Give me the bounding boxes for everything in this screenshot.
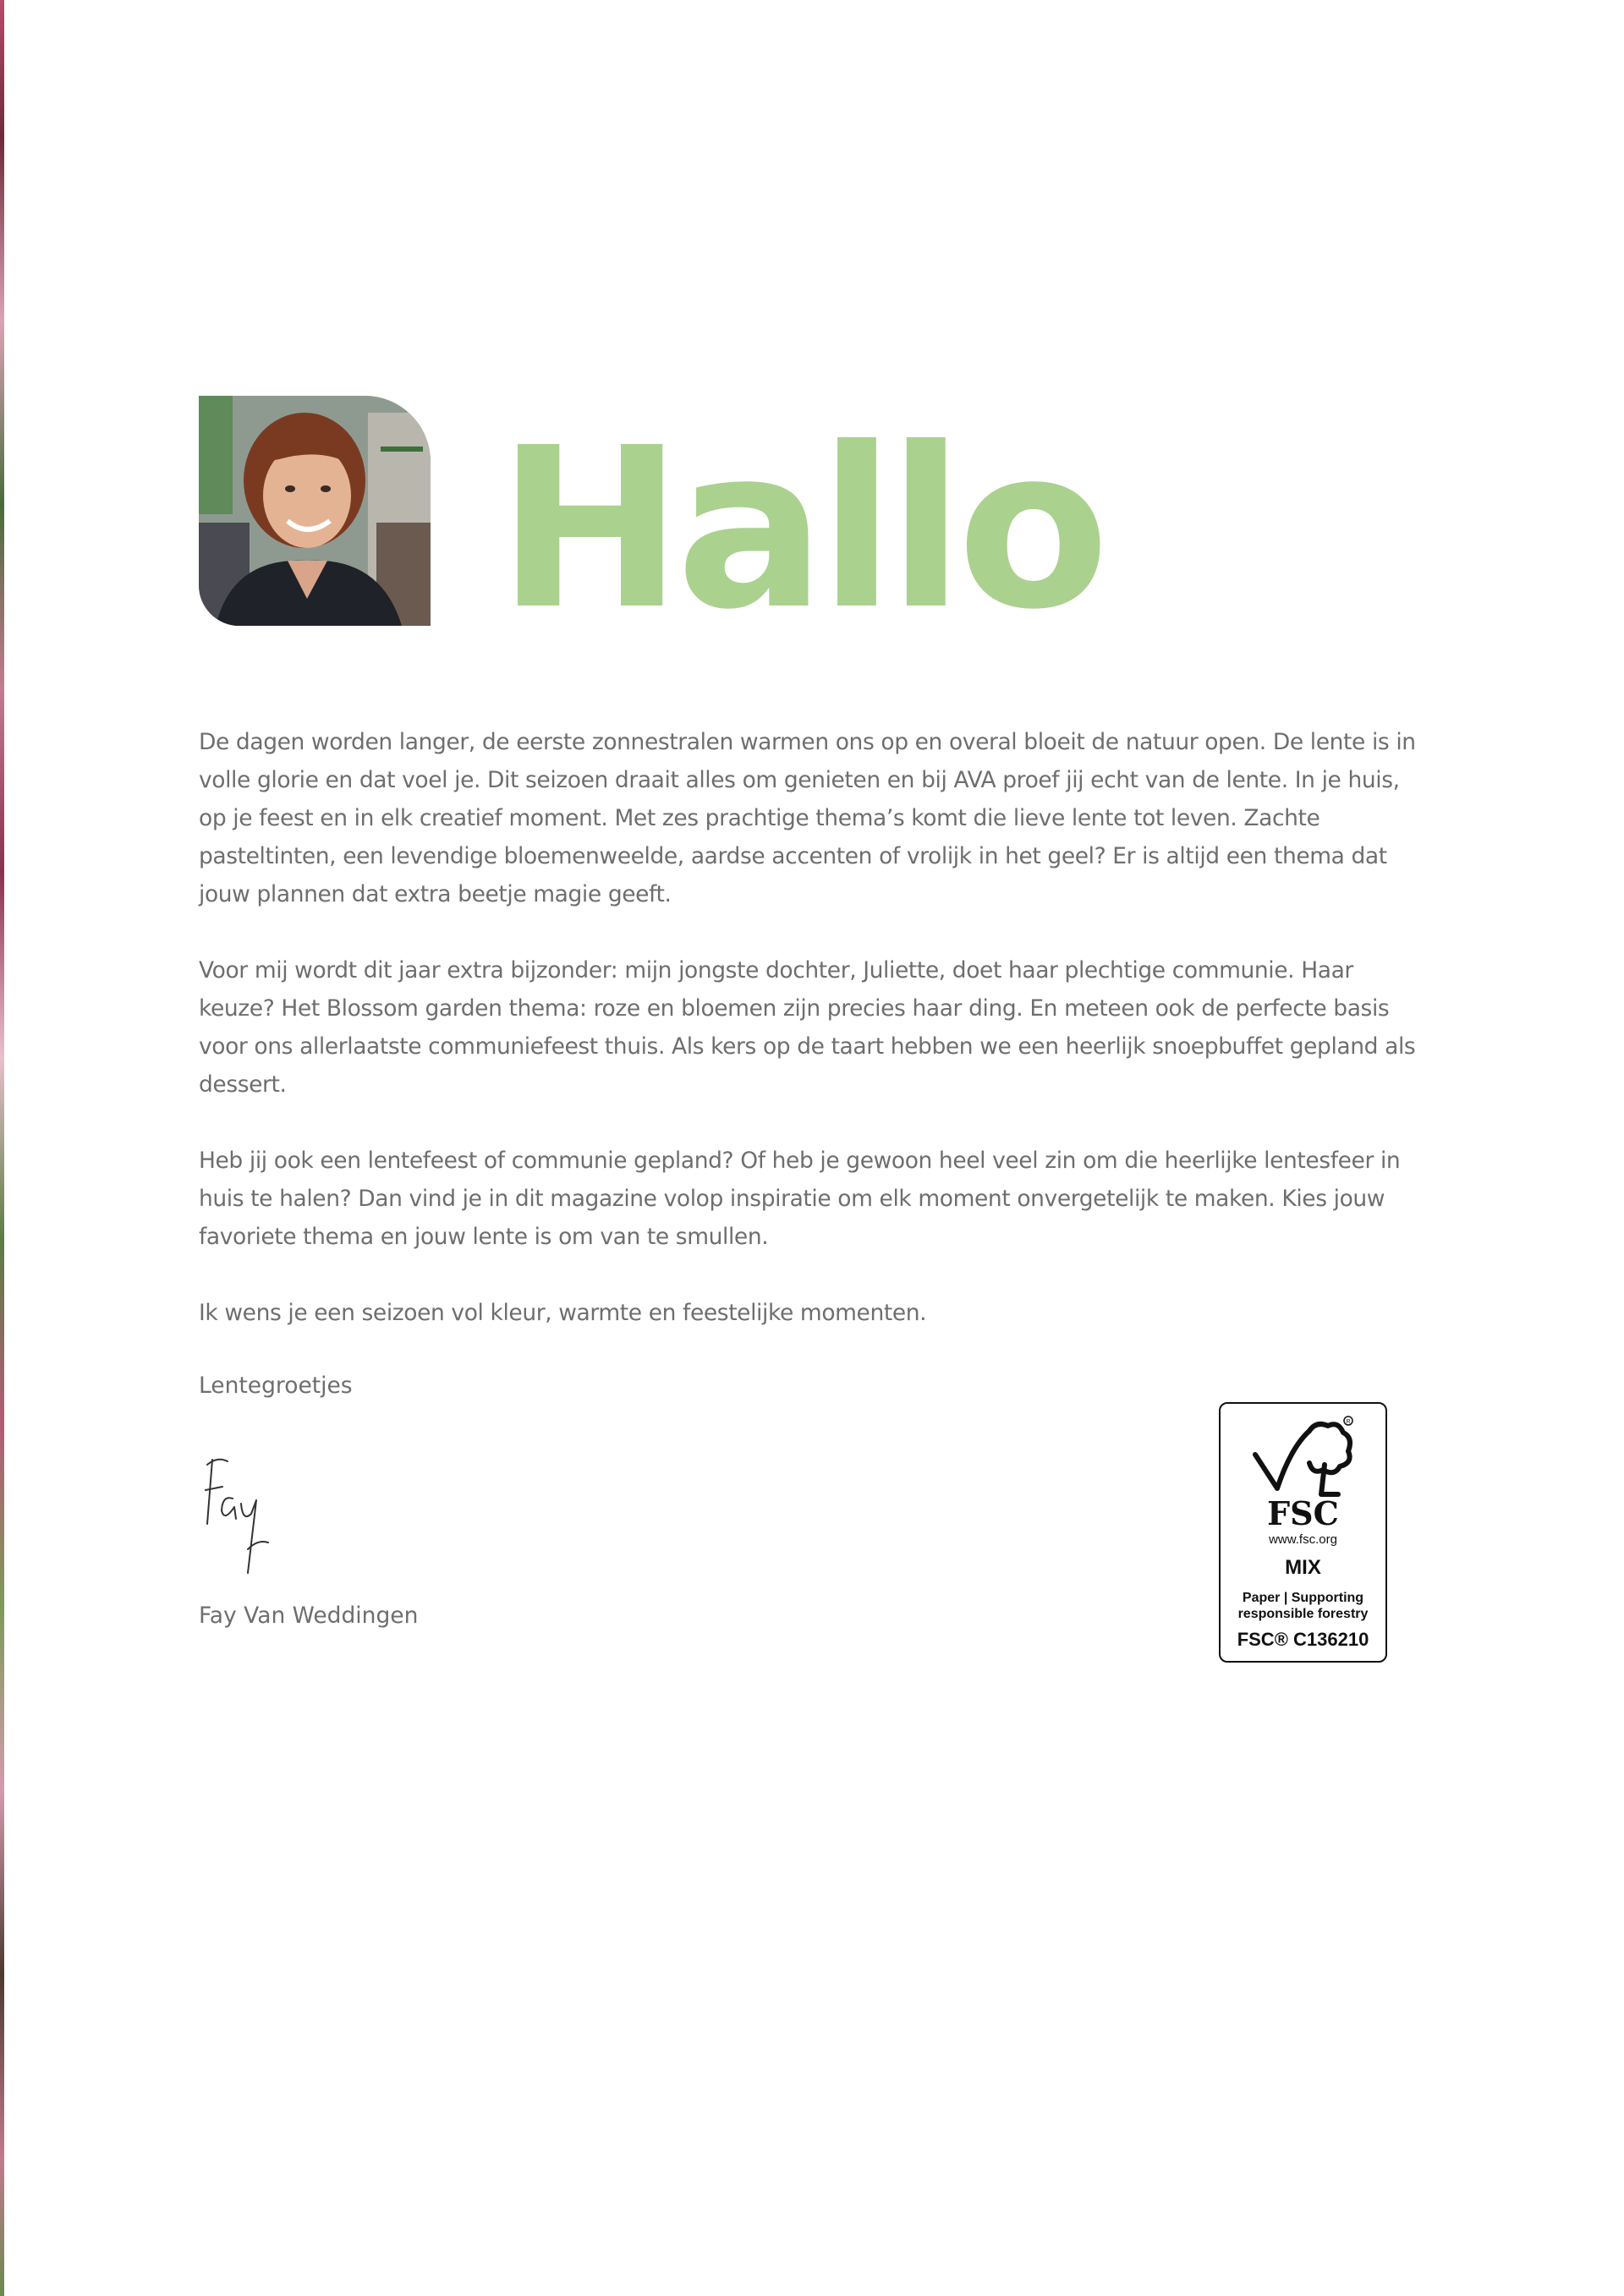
- fsc-tree-checkmark-icon: [1250, 1414, 1356, 1503]
- author-portrait: [199, 396, 431, 626]
- fsc-description-line: responsible forestry: [1237, 1607, 1369, 1621]
- paragraph: Voor mij wordt dit jaar extra bijzonder: mijn jongste dochter, Juliette, doet haar plechtige communie. Haar keuze? Het Blossom garden thema: roze en bloemen zijn precies haar ding. En meteen ook de perfecte basis voor ons allerlaatste communiefeest thuis. Als kers op de taart hebben we een heerlijk snoepbuffet gepland als dessert.: [199, 957, 1416, 1098]
- fsc-url: www.fsc.org: [1269, 1532, 1337, 1547]
- fsc-mix-label: MIX: [1285, 1556, 1321, 1579]
- fsc-description: [1221, 1590, 1385, 1622]
- left-edge-decoration: [0, 0, 4, 2296]
- fsc-description-line: Paper | Supporting: [1242, 1591, 1364, 1605]
- closing-greeting: Lentegroetjes: [199, 1373, 353, 1399]
- signer-name: Fay Van Weddingen: [199, 1603, 419, 1629]
- page-title: Hallo: [497, 400, 1103, 658]
- paragraph: Ik wens je een seizoen vol kleur, warmte en feestelijke momenten.: [199, 1300, 927, 1326]
- fsc-certification-label: [1219, 1402, 1387, 1663]
- handwritten-signature: [199, 1455, 275, 1581]
- fsc-license-code: FSC® C136210: [1237, 1629, 1369, 1650]
- paragraph: De dagen worden langer, de eerste zonnestralen warmen ons op en overal bloeit de natuur open. De lente is in volle glorie en dat voel je. Dit seizoen draait alles om genieten en bij AVA proef jij echt van de lente. In je huis, op je feest en in elk creatief moment. Met zes prachtige thema’s komt die lieve lente tot leven. Zachte pasteltinten, een levendige bloemenweelde, aardse accenten of vrolijk in het geel? Er is altijd een thema dat jouw plannen dat extra beetje magie geeft.: [199, 729, 1416, 907]
- fsc-logo-text: FSC: [1267, 1494, 1339, 1532]
- svg-text:R: R: [1346, 1419, 1351, 1425]
- paragraph: Heb jij ook een lentefeest of communie gepland? Of heb je gewoon heel veel zin om die heerlijke lentesfeer in huis te halen? Dan vind je in dit magazine volop inspiratie om elk moment onvergetelijk te maken. Kies jouw favoriete thema en jouw lente is om van te smullen.: [199, 1148, 1401, 1250]
- intro-text: [199, 723, 1425, 1370]
